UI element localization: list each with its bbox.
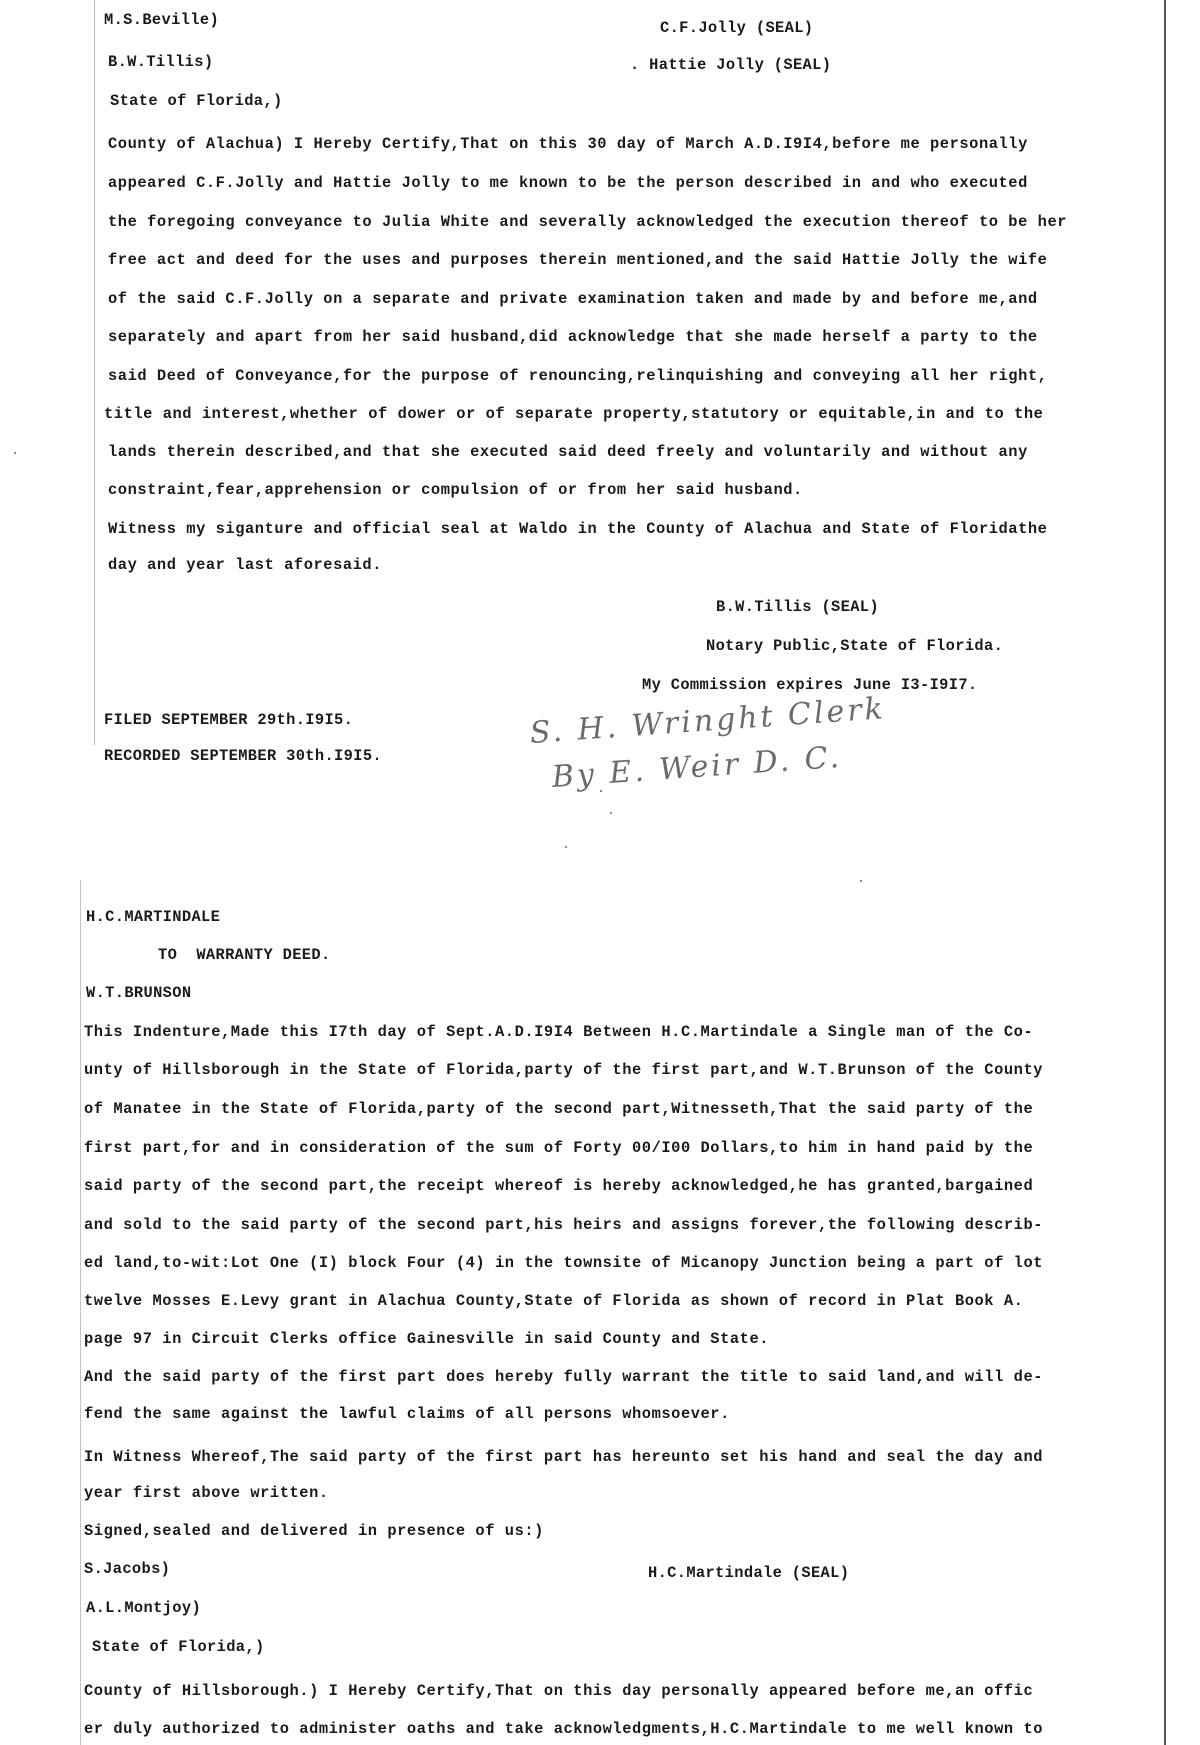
deed1-ack-line: day and year last aforesaid. [108, 556, 383, 574]
deed1-grantor-signature-2: . Hattie Jolly (SEAL) [630, 56, 832, 74]
deed1-ack-line: lands therein described,and that she executed said deed freely and voluntarily and without any [108, 443, 1028, 461]
deed1-notary-name: B.W.Tillis (SEAL) [716, 598, 879, 616]
deed1-grantor-signature-1: C.F.Jolly (SEAL) [660, 19, 814, 37]
deed2-ack-line: County of Hillsborough.) I Hereby Certify,That on this day personally appeared before me,an offic [84, 1682, 1034, 1700]
deed1-recorded-date: RECORDED SEPTEMBER 30th.I9I5. [104, 747, 382, 765]
left-margin-rule [94, 0, 95, 745]
deed1-ack-line: constraint,fear,apprehension or compulsion of or from her said husband. [108, 481, 803, 499]
page-right-edge [1164, 0, 1166, 1745]
deed2-body-line: twelve Mosses E.Levy grant in Alachua County,State of Florida as shown of record in Plat Book A. [84, 1292, 1024, 1310]
deed2-witness-2: A.L.Montjoy) [86, 1599, 202, 1617]
deed2-type-heading: TO WARRANTY DEED. [158, 946, 331, 964]
deed1-ack-line: title and interest,whether of dower or of separate property,statutory or equitable,in and to the [104, 405, 1044, 423]
deed2-body-line: This Indenture,Made this I7th day of Sept.A.D.I9I4 Between H.C.Martindale a Single man of the Co- [84, 1023, 1034, 1041]
deed2-body-line: And the said party of the first part does hereby fully warrant the title to said land,and will de- [84, 1368, 1044, 1386]
deed2-body-line: fend the same against the lawful claims of all persons whomsoever. [84, 1405, 730, 1423]
deed1-ack-line: County of Alachua) I Hereby Certify,That on this 30 day of March A.D.I9I4,before me personally [108, 135, 1028, 153]
clerk-signature-line-2: By E. Weir D. C. [550, 739, 844, 795]
deed2-body-line: unty of Hillsborough in the State of Florida,party of the first part,and W.T.Brunson of the County [84, 1061, 1044, 1079]
deed2-grantor-signature: H.C.Martindale (SEAL) [648, 1564, 850, 1582]
deed1-filed-date: FILED SEPTEMBER 29th.I9I5. [104, 711, 354, 729]
scan-speck [14, 452, 16, 454]
deed2-grantor-heading: H.C.MARTINDALE [86, 908, 221, 926]
deed2-body-line: Signed,sealed and delivered in presence of us:) [84, 1522, 544, 1540]
deed1-witness-1: M.S.Beville) [104, 11, 220, 29]
deed1-witness-2: B.W.Tillis) [108, 53, 214, 71]
deed2-body-line: In Witness Whereof,The said party of the first part has hereunto set his hand and seal the day and [84, 1448, 1044, 1466]
deed1-ack-line: free act and deed for the uses and purposes therein mentioned,and the said Hattie Jolly the wife [108, 251, 1048, 269]
deed1-notary-title: Notary Public,State of Florida. [706, 637, 1004, 655]
deed2-grantee-heading: W.T.BRUNSON [86, 984, 192, 1002]
scan-speck [565, 846, 567, 848]
scan-speck [860, 880, 862, 882]
deed2-ack-state: State of Florida,) [92, 1638, 265, 1656]
deed2-witness-1: S.Jacobs) [84, 1560, 171, 1578]
deed2-ack-line: er duly authorized to administer oaths and take acknowledgments,H.C.Martindale to me well known to [84, 1720, 1044, 1738]
deed2-body-line: year first above written. [84, 1484, 329, 1502]
deed1-ack-line: appeared C.F.Jolly and Hattie Jolly to me known to be the person described in and who executed [108, 174, 1028, 192]
deed1-ack-line: of the said C.F.Jolly on a separate and private examination taken and made by and before me,and [108, 290, 1038, 308]
deed2-body-line: of Manatee in the State of Florida,party of the second part,Witnesseth,That the said party of the [84, 1100, 1034, 1118]
deed1-ack-line: the foregoing conveyance to Julia White and severally acknowledged the execution thereof to be her [108, 213, 1068, 231]
deed1-ack-line: Witness my siganture and official seal at Waldo in the County of Alachua and State of Floridathe [108, 520, 1048, 538]
deed2-body-line: said party of the second part,the receipt whereof is hereby acknowledged,he has granted,bargained [84, 1177, 1034, 1195]
deed1-ack-state: State of Florida,) [110, 92, 283, 110]
clerk-signature-line-1: S. H. Wringht Clerk [528, 691, 887, 751]
deed1-ack-line: said Deed of Conveyance,for the purpose of renouncing,relinquishing and conveying all her right, [108, 367, 1048, 385]
deed2-body-line: and sold to the said party of the second part,his heirs and assigns forever,the following describ- [84, 1216, 1044, 1234]
deed2-body-line: page 97 in Circuit Clerks office Gainesville in said County and State. [84, 1330, 770, 1348]
deed2-body-line: first part,for and in consideration of the sum of Forty 00/I00 Dollars,to him in hand paid by the [84, 1139, 1034, 1157]
scan-speck [610, 812, 612, 814]
deed1-ack-line: separately and apart from her said husband,did acknowledge that she made herself a party to the [108, 328, 1038, 346]
deed1-notary-commission: My Commission expires June I3-I9I7. [642, 676, 978, 694]
deed2-body-line: ed land,to-wit:Lot One (I) block Four (4) in the townsite of Micanopy Junction being a part of lot [84, 1254, 1044, 1272]
left-margin-rule-lower [80, 880, 81, 1745]
